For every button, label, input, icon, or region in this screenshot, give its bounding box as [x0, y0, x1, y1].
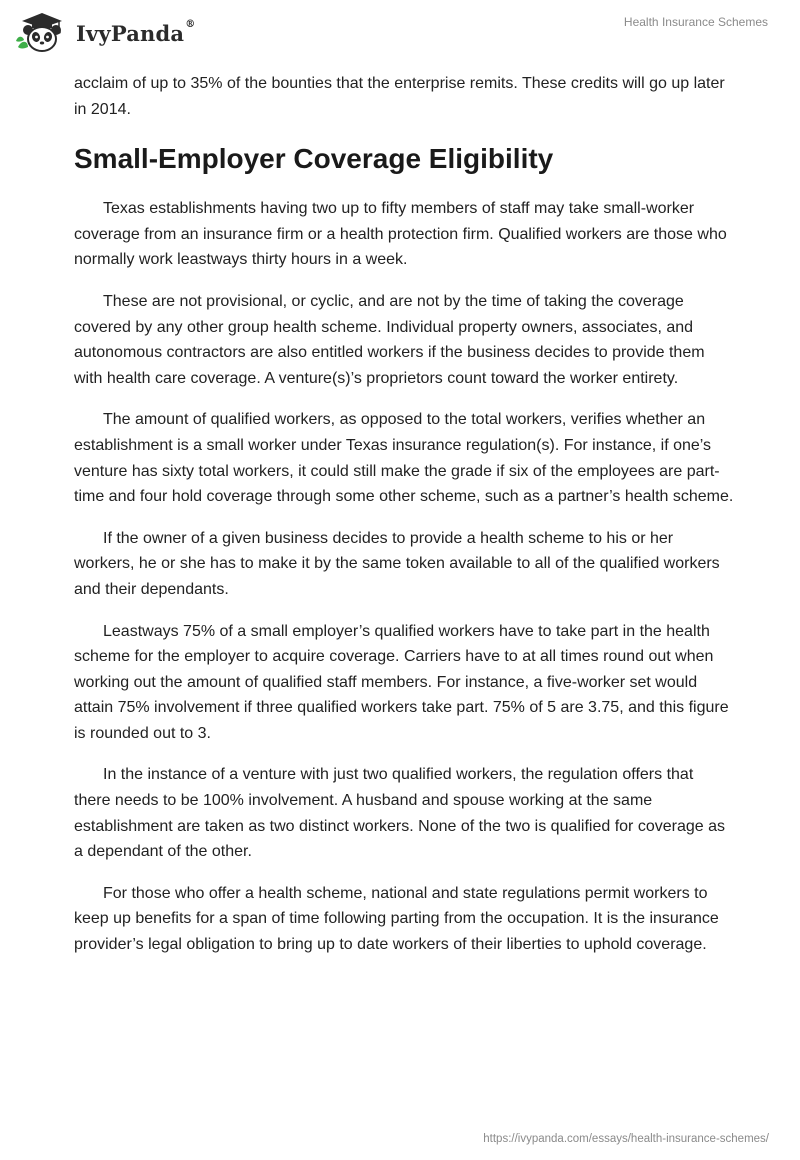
paragraph: Texas establishments having two up to fifty members of staff may take small-worker coverage from an insurance firm or a health protection firm. Qualified workers are those who normally work leastways thirty hours in a week.: [74, 200, 727, 269]
document-title: Health Insurance Schemes: [623, 15, 768, 29]
paragraph: Leastways 75% of a small employer’s qualified workers have to take part in the health scheme for the employer to acquire coverage. Carriers have to at all times round out when working out the amount of qualified staff members. For instance, a five-worker set would attain 75% involvement if three qualified workers take part. 75% of 5 are 3.75, and this figure is rounded out to 3.: [74, 622, 729, 742]
paragraph: For those who offer a health scheme, national and state regulations permit workers to keep up benefits for a span of time following parting from the occupation. It is the insurance provider’s legal obligation to bring up to date workers of their liberties to uphold coverage.: [74, 884, 719, 954]
paragraph: These are not provisional, or cyclic, and are not by the time of taking the coverage covered by any other group health scheme. Individual property owners, associates, and autonomous contractors are also entitled workers if the business decides to provide them with health care coverage. A venture(s)’s proprietors count toward the worker entirety.: [74, 292, 705, 387]
page-header: [0, 0, 800, 64]
ivypanda-logo[interactable]: [14, 8, 195, 56]
article-body: [74, 71, 734, 974]
panda-graduate-icon: [14, 9, 70, 55]
source-url[interactable]: https://ivypanda.com/essays/health-insurance-schemes/: [483, 1133, 769, 1145]
intro-paragraph: acclaim of up to 35% of the bounties that the enterprise remits. These credits will go up later in 2014.: [74, 75, 725, 118]
logo-text: IvyPanda®: [76, 18, 196, 46]
paragraph: In the instance of a venture with just two qualified workers, the regulation offers that there needs to be 100% involvement. A husband and spouse working at the same establishment are taken as two distinct workers. None of the two is qualified for coverage as a dependant of the other.: [74, 766, 725, 861]
paragraph: If the owner of a given business decides to provide a health scheme to his or her workers, he or she has to make it by the same token available to all of the qualified workers and their dependants.: [74, 529, 720, 598]
paragraph: The amount of qualified workers, as opposed to the total workers, verifies whether an establishment is a small worker under Texas insurance regulation(s). For instance, if one’s venture has sixty total workers, it could still make the grade if six of the employees are part-time and four hold coverage through some other scheme, such as a partner’s health scheme.: [74, 411, 734, 506]
section-heading: Small-Employer Coverage Eligibility: [74, 143, 554, 175]
